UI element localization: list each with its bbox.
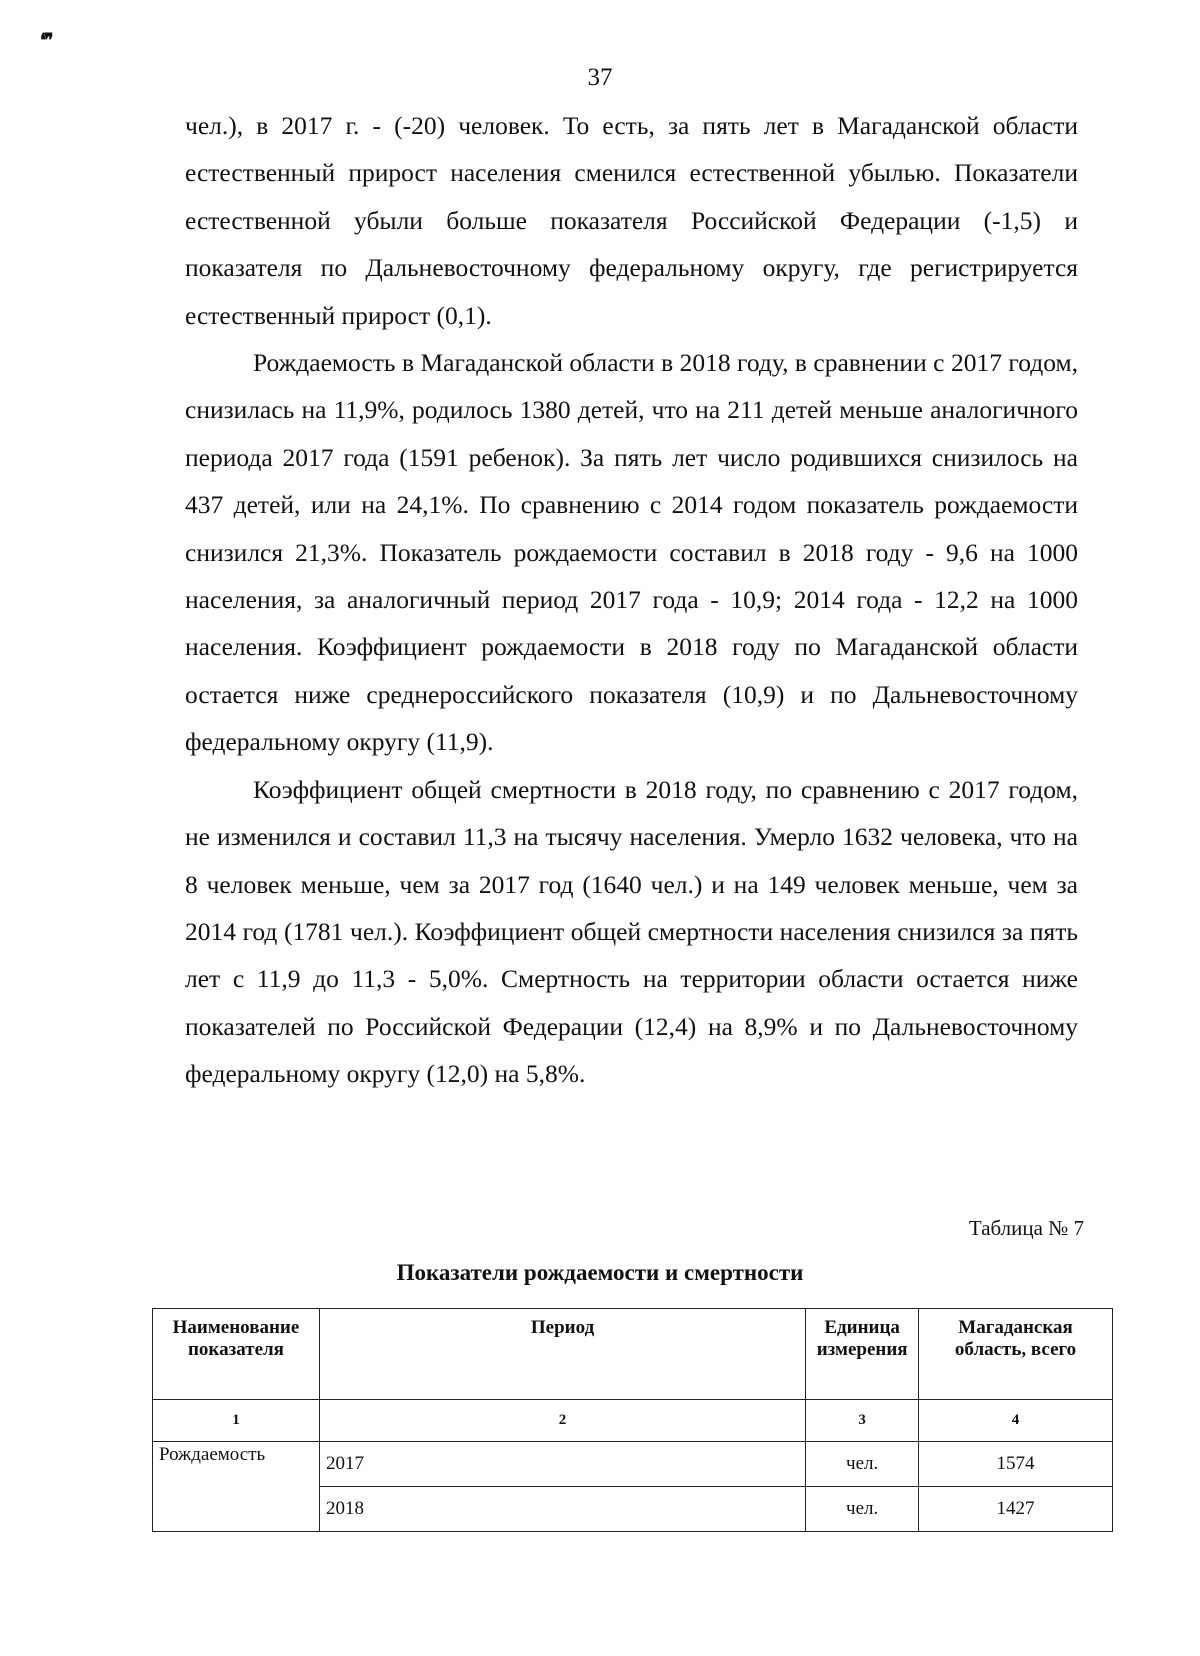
table-header-row xyxy=(153,1309,1113,1400)
column-number: 3 xyxy=(806,1400,919,1442)
page-number: 37 xyxy=(587,64,613,91)
header-unit: Единица измерения xyxy=(806,1309,919,1400)
column-number: 1 xyxy=(153,1400,320,1442)
column-number: 2 xyxy=(319,1400,805,1442)
row-period: 2017 xyxy=(319,1442,805,1487)
table-row xyxy=(153,1442,1113,1487)
row-period: 2018 xyxy=(319,1487,805,1532)
row-indicator-name: Рождаемость xyxy=(153,1442,320,1532)
paragraph-birth-rate: Рождаемость в Магаданской области в 2018 году, в сравнении с 2017 годом, снизилась на 11,9%, родилось 1380 детей, что на 211 детей меньше аналогичного периода 2017 года (1591 ребенок). За пять лет число родившихся снизилось на 437 детей, или на 24,1%. По сравнению с 2014 годом показатель рождаемости снизился 21,3%. Показатель рождаемости составил в 2018 году - 9,6 на 1000 населения, за аналогичный период 2017 года - 10,9; 2014 года - 12,2 на 1000 населения. Коэффициент рождаемости в 2018 году по Магаданской области остается ниже среднероссийского показателя (10,9) и по Дальневосточному федеральному округу (11,9). xyxy=(185,348,1078,757)
indicators-table xyxy=(152,1308,1113,1532)
row-value: 1574 xyxy=(919,1442,1113,1487)
column-number: 4 xyxy=(919,1400,1113,1442)
header-period: Период xyxy=(319,1309,805,1400)
header-indicator-name: Наименование показателя xyxy=(153,1309,320,1400)
column-number-row xyxy=(153,1400,1113,1442)
header-region-total: Магаданская область, всего xyxy=(919,1309,1113,1400)
table-title: Показатели рождаемости и смертности xyxy=(396,1260,804,1285)
paragraph-continuation: чел.), в 2017 г. - (-20) человек. То есть, за пять лет в Магаданской области естественный прирост населения сменился естественной убылью. Показатели естественной убыли больше показателя Российской Федерации (-1,5) и показателя по Дальневосточному федеральному округу, где регистрируется естественный прирост (0,1). xyxy=(185,111,1078,330)
table-label: Таблица № 7 xyxy=(968,1216,1084,1240)
row-unit: чел. xyxy=(806,1442,919,1487)
row-unit: чел. xyxy=(806,1487,919,1532)
corner-scan-mark: ❛❞ xyxy=(40,30,52,50)
body-text xyxy=(185,102,1078,1098)
paragraph-mortality: Коэффициент общей смертности в 2018 году, по сравнению с 2017 годом, не изменился и составил 11,3 на тысячу населения. Умерло 1632 человека, что на 8 человек меньше, чем за 2017 год (1640 чел.) и на 149 человек меньше, чем за 2014 год (1781 чел.). Коэффициент общей смертности населения снизился за пять лет с 11,9 до 11,3 - 5,0%. Смертность на территории области остается ниже показателей по Российской Федерации (12,4) на 8,9% и по Дальневосточному федеральному округу (12,0) на 5,8%. xyxy=(185,774,1078,1089)
row-value: 1427 xyxy=(919,1487,1113,1532)
